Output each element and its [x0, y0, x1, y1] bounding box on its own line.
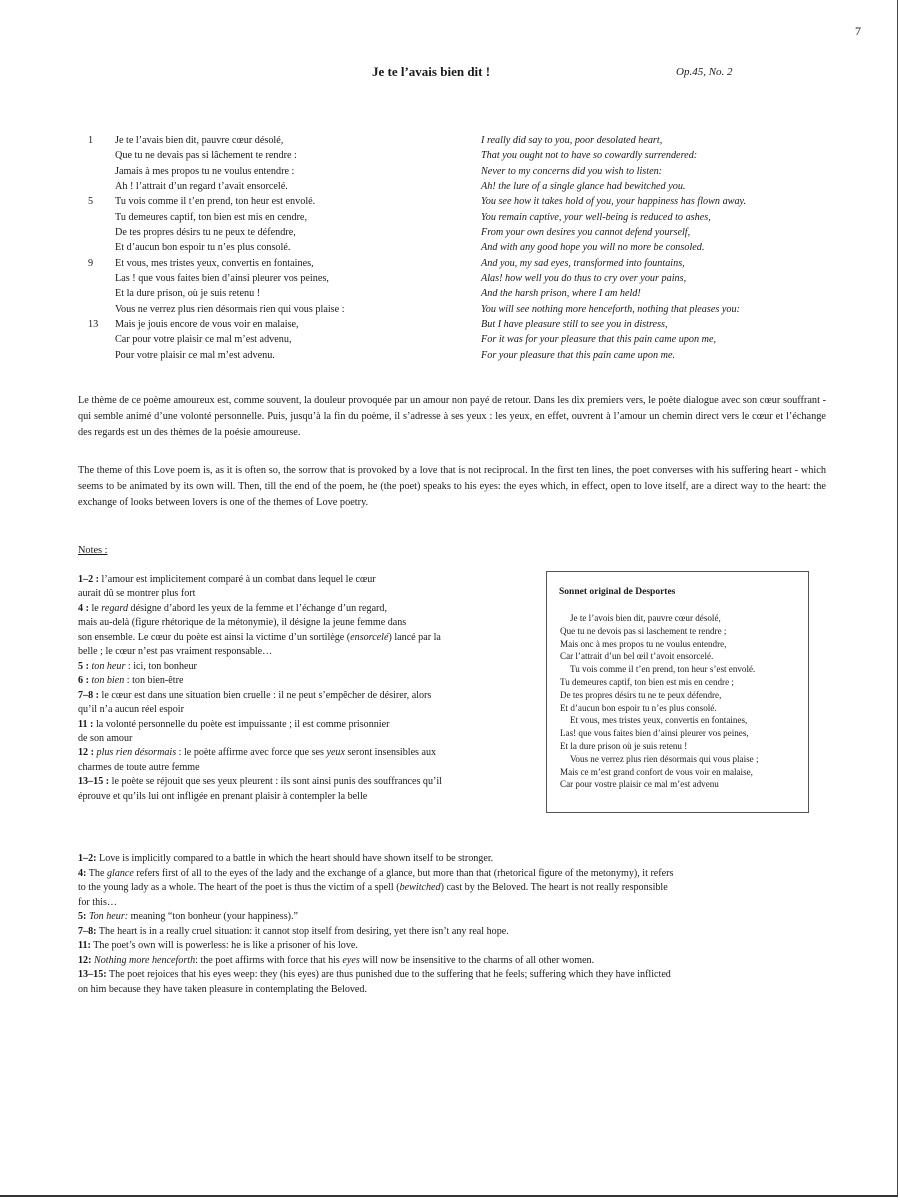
note-text: le [88, 602, 102, 614]
note-text: The poet’s own will is powerless: he is like a prisoner of his love. [90, 940, 358, 951]
note-text: Love is implicitly compared to a battle in which the heart should have shown itself to be stronger. [96, 853, 494, 864]
sonnet-line: Car l’attrait d’un bel œil t’avoit ensorcelé. [560, 651, 714, 662]
note-ref: 7–8 : [78, 689, 100, 701]
note-text: glance [106, 867, 134, 879]
note-ref: 13–15: [78, 969, 107, 980]
note-line [78, 689, 533, 703]
poem-line [88, 133, 468, 148]
sonnet-line: Car pour vostre plaisir ce mal m’est advenu [560, 779, 719, 790]
poem-line [88, 210, 468, 225]
note-ref: 6 : [78, 675, 89, 687]
poem-line-text: I really did say to you, poor desolated heart, [481, 135, 663, 146]
note-ref: 4: [78, 867, 87, 879]
note-text: The [86, 867, 107, 879]
poem-line-text: Ah! the lure of a single glance had bewitched you. [481, 181, 686, 193]
poem-line-text: Que tu ne devais pas si lâchement te rendre : [115, 150, 297, 162]
poem-line-text: You will see nothing more henceforth, nothing that pleases you: [481, 303, 741, 315]
note-line [78, 587, 533, 601]
note-line [78, 881, 826, 896]
note-text: ton heur [91, 660, 126, 672]
note-text: for this… [78, 896, 117, 908]
poem-line-translation [481, 240, 881, 255]
note-line [78, 631, 533, 645]
note-text: l’amour est implicitement comparé à un combat dans lequel le cœur [99, 574, 376, 585]
note-text: son ensemble. Le cœur du poète est ainsi la victime d’un sortilège ( [78, 631, 351, 643]
note-line [78, 910, 826, 925]
poem-line [88, 332, 468, 347]
poem-line-text: De tes propres désirs tu ne peux te défendre, [115, 227, 296, 239]
poem-line [88, 256, 468, 271]
note-text: ton bien [91, 675, 125, 687]
poem-line-translation [481, 133, 881, 148]
poem-line-text: That you ought not to have so cowardly surrendered: [481, 150, 698, 162]
sonnet-lines [560, 612, 759, 791]
sonnet-line: Que tu ne devois pas si laschement te rendre ; [560, 625, 727, 636]
note-text: de son amour [78, 732, 133, 744]
note-text: Ton heur: [88, 911, 129, 922]
note-line [78, 896, 826, 911]
poem-line-text: You see how it takes hold of you, your happiness has flown away. [481, 196, 747, 208]
poem-english [481, 133, 881, 363]
poem-line-translation [481, 164, 881, 179]
note-text: charmes de toute autre femme [78, 761, 200, 773]
note-line [78, 616, 533, 630]
note-text: regard [101, 602, 129, 614]
poem-line-text: Never to my concerns did you wish to listen: [481, 165, 663, 177]
note-text: ) lancé par la [388, 631, 441, 643]
poem-line-translation [481, 148, 881, 163]
poem-line-translation [481, 317, 881, 332]
note-ref: 1–2 : [78, 574, 100, 585]
song-title: Je te l’avais bien dit ! [372, 64, 491, 79]
line-number: 5 [88, 196, 94, 208]
poem-line-translation [481, 179, 881, 194]
poem-line [88, 148, 468, 163]
note-text: le poète se réjouit que ses yeux pleurent : ils sont ainsi punis des souffrances qu’il [109, 776, 442, 788]
note-line [78, 703, 533, 717]
poem-line [88, 317, 468, 332]
note-text: : ton bien-être [124, 675, 184, 687]
note-line [78, 573, 533, 587]
poem-line-text: Las ! que vous faites bien d’ainsi pleurer vos peines, [115, 273, 329, 285]
note-text: le cœur est dans une situation bien cruelle : il ne peut s’empêcher de désirer, alors [99, 689, 432, 701]
commentary-english: The theme of this Love poem is, as it is often so, the sorrow that is provoked by a love that is not reciprocal. In the first ten lines, the poet converses with his suffering heart - which seems to be animated by its own will. Then, till the end of the poem, he (the poet) speaks to his eyes: the eyes which, in effect, open to love itself, are a direct way to the heart: the exchange of looks between lovers is one of the themes of Love poetry. [78, 465, 826, 508]
sonnet-line: Mais onc à mes propos tu ne voulus entendre, [560, 638, 727, 649]
poem-line-translation [481, 256, 881, 271]
poem-line-translation [481, 194, 881, 209]
poem-line-text: And the harsh prison, where I am held! [481, 288, 641, 300]
poem-line-translation [481, 210, 881, 225]
poem-line-translation [481, 271, 881, 286]
sonnet-line: Et vous, mes tristes yeux, convertis en fontaines, [570, 715, 748, 726]
poem-line-text: Et d’aucun bon espoir tu n’es plus consolé. [115, 242, 291, 254]
note-text: belle ; le cœur n’est pas vraiment responsable… [78, 646, 273, 658]
note-text: to the young lady as a whole. The heart of the poet is thus the victim of a spell ( [78, 882, 400, 893]
note-ref: 1–2: [78, 853, 97, 864]
sonnet-title: Sonnet original de Desportes [559, 587, 676, 597]
poem-line-text: Mais je jouis encore de vous voir en malaise, [115, 319, 299, 331]
note-text: refers first of all to the eyes of the lady and the exchange of a glance, but more than that (rhetorical figure of the metonymy), it refers [133, 867, 674, 879]
note-line [78, 775, 533, 789]
poem-line-text: But I have pleasure still to see you in distress, [481, 319, 668, 331]
note-line [78, 645, 533, 659]
note-line [78, 602, 533, 616]
note-text: seront insensibles aux [344, 747, 437, 759]
poem-line-translation [481, 286, 881, 301]
sonnet-line: Tu vois comme il t’en prend, ton heur s’est envolé. [570, 664, 756, 675]
poem-line-text: Ah ! l’attrait d’un regard t’avait ensorcelé. [115, 181, 288, 193]
poem-line [88, 302, 468, 317]
note-text: ensorcelé [350, 631, 389, 643]
note-line [78, 852, 826, 867]
note-line [78, 968, 826, 983]
note-line [78, 660, 533, 674]
note-text: The poet rejoices that his eyes weep: they (his eyes) are thus punished due to the suffering that he feels; suffering which they have inflicted [106, 969, 671, 980]
sonnet-line: De tes propres désirs tu ne te peux défendre, [560, 689, 722, 700]
note-text: : le poète affirme avec force que ses [176, 747, 327, 759]
sonnet-line: Je te l’avois bien dit, pauvre cœur désolé, [570, 613, 721, 623]
poem-line [88, 240, 468, 255]
note-line [78, 954, 826, 969]
note-text: plus rien désormais [96, 747, 177, 759]
page-number: 7 [855, 24, 861, 38]
note-text: désigne d’abord les yeux de la femme et l’échange d’un regard, [128, 602, 387, 614]
note-text: : the poet affirms with force that his [195, 954, 343, 966]
note-text: qu’il n’a aucun réel espoir [78, 704, 184, 716]
note-text: bewitched [399, 882, 441, 893]
note-ref: 13–15 : [78, 776, 110, 788]
note-line [78, 939, 826, 954]
poem-line [88, 286, 468, 301]
poem-line-text: Vous ne verrez plus rien désormais rien qui vous plaise : [115, 303, 345, 315]
note-ref: 7–8: [78, 925, 97, 937]
poem-line-text: Car pour votre plaisir ce mal m’est advenu, [115, 334, 292, 346]
poem-line-translation [481, 225, 881, 240]
note-ref: 5 : [78, 660, 89, 672]
note-text: on him because they have taken pleasure in contemplating the Beloved. [78, 983, 367, 995]
note-text: eyes [342, 954, 360, 966]
line-number: 9 [88, 257, 94, 269]
note-ref: 11 : [78, 718, 94, 730]
notes-french [78, 573, 533, 804]
note-text: Nothing more henceforth [94, 954, 196, 966]
note-ref: 12: [78, 954, 92, 966]
note-text: meaning “ton bonheur (your happiness).” [128, 911, 298, 922]
note-line [78, 674, 533, 688]
poem-line-text: From your own desires you cannot defend yourself, [481, 227, 691, 239]
note-line [78, 732, 533, 746]
note-text: mais au-delà (figure rhétorique de la métonymie), il désigne la jeune femme dans [78, 617, 407, 629]
line-number: 1 [88, 135, 94, 146]
poem-line-text: Tu demeures captif, ton bien est mis en cendre, [115, 211, 308, 223]
poem-line-text: And you, my sad eyes, transformed into fountains, [481, 257, 685, 269]
note-line [78, 867, 826, 882]
poem-line-text: Alas! how well you do thus to cry over your pains, [481, 273, 687, 285]
poem-line-text: For your pleasure that this pain came upon me. [481, 349, 676, 361]
poem-line-text: Jamais à mes propos tu ne voulus entendre : [115, 165, 295, 177]
poem-line-text: You remain captive, your well-being is reduced to ashes, [481, 211, 711, 223]
poem-line-translation [481, 332, 881, 347]
sonnet-line: Et la dure prison où je suis retenu ! [560, 740, 688, 751]
note-text: will now be insensitive to the charms of all other women. [359, 954, 595, 966]
note-ref: 12 : [78, 747, 94, 759]
poem-line [88, 271, 468, 286]
note-ref: 11: [78, 940, 91, 951]
poem-line [88, 179, 468, 194]
note-text: : ici, ton bonheur [125, 660, 197, 672]
sonnet-line: Et d’aucun bon espoir tu n’es plus consolé. [560, 702, 717, 713]
sonnet-line: Vous ne verrez plus rien désormais qui vous plaise ; [570, 753, 759, 764]
note-line [78, 925, 826, 940]
poem-line [88, 348, 468, 363]
poem-french [88, 133, 468, 363]
poem-line-text: Je te l’avais bien dit, pauvre cœur désolé, [115, 135, 284, 146]
poem-line [88, 164, 468, 179]
note-text: ) cast by the Beloved. The heart is not really responsible [440, 882, 668, 893]
note-line [78, 718, 533, 732]
poem-line-translation [481, 302, 881, 317]
sonnet-line: Mais ce m’est grand confort de vous voir en malaise, [560, 766, 753, 777]
poem-line-text: Et vous, mes tristes yeux, convertis en fontaines, [115, 257, 314, 269]
note-line [78, 983, 826, 998]
sonnet-box [546, 571, 809, 813]
poem-line-text: And with any good hope you will no more be consoled. [481, 242, 705, 254]
note-line [78, 746, 533, 760]
opus-number: Op.45, No. 2 [676, 66, 733, 78]
note-line [78, 790, 533, 804]
note-ref: 4 : [78, 602, 89, 614]
poem-line-text: Tu vois comme il t’en prend, ton heur est envolé. [115, 196, 316, 208]
note-line [78, 761, 533, 775]
note-text: aurait dû se montrer plus fort [78, 588, 196, 600]
poem-line [88, 225, 468, 240]
sonnet-line: Tu demeures captif, ton bien est mis en cendre ; [560, 676, 734, 687]
note-text: yeux [326, 747, 345, 759]
poem-line-text: For it was for your pleasure that this pain came upon me, [481, 334, 717, 346]
sonnet-line: Las! que vous faites bien d’ainsi pleurer vos peines, [560, 728, 749, 739]
commentary-french: Le thème de ce poème amoureux est, comme souvent, la douleur provoquée par un amour non payé de retour. Dans les dix premiers vers, le poète dialogue avec son cœur souffrant - qui semble animé d’une volonté personnelle. Puis, jusqu’à la fin du poème, il s’adresse à ses yeux : les yeux, en effet, ouvrent à l’amour un chemin direct vers le cœur et l’échange des regards est un des thèmes de la poésie amoureuse. [78, 395, 826, 438]
poem-line-text: Pour votre plaisir ce mal m’est advenu. [115, 349, 275, 361]
notes-heading: Notes : [78, 545, 108, 556]
poem-line-text: Et la dure prison, où je suis retenu ! [115, 288, 261, 300]
poem-line-translation [481, 348, 881, 363]
note-text: The heart is in a really cruel situation: it cannot stop itself from desiring, yet there isn’t any real hope. [96, 925, 509, 937]
notes-english [78, 852, 826, 997]
note-ref: 5: [78, 911, 87, 922]
note-text: la volonté personnelle du poète est impuissante ; il est comme prisonnier [93, 718, 390, 730]
note-text: éprouve et qu’ils lui ont infligée en prenant plaisir à contempler la belle [78, 790, 368, 802]
line-number: 13 [88, 319, 99, 331]
poem-line [88, 194, 468, 209]
